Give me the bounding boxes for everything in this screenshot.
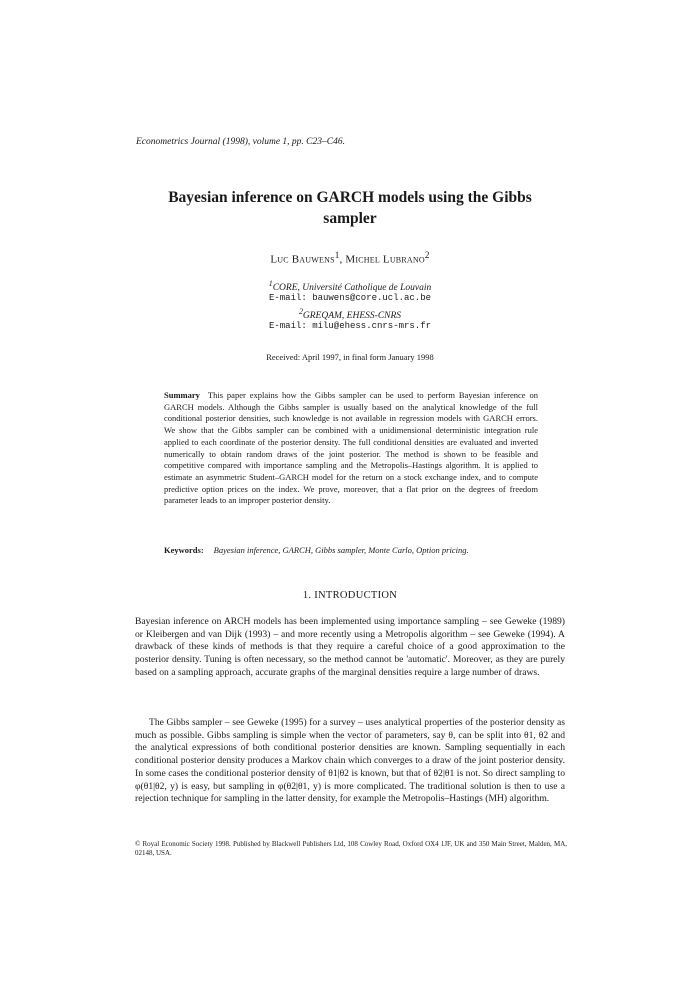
- paper-title: [110, 187, 590, 229]
- section-heading: 1. INTRODUCTION: [302, 590, 398, 601]
- journal-citation: Econometrics Journal (1998), volume 1, pp. C23–C46.: [136, 137, 345, 147]
- email-line-2: [150, 321, 550, 331]
- received-date: Received: April 1997, in final form January 1998: [266, 352, 434, 362]
- affiliation-2: [150, 307, 550, 321]
- author-affiliation-mark: 2: [424, 250, 430, 260]
- email-address: milu@ehess.cnrs-mrs.fr: [312, 321, 432, 331]
- affiliation-mark: 2: [298, 307, 303, 316]
- author-separator: ,: [339, 253, 346, 266]
- keywords-label: Keywords:: [164, 545, 204, 555]
- affiliation-mark: 1: [268, 279, 273, 288]
- title-line-2: sampler: [323, 210, 377, 227]
- author-list: [150, 250, 550, 266]
- author-name: Michel Lubrano: [345, 253, 425, 266]
- copyright-footer: © Royal Economic Society 1998. Published by Blackwell Publishers Ltd, 108 Cowley Road, Oxford OX4 1JF, UK and 350 Main Street, Malden, MA, 02148, USA.: [135, 840, 567, 857]
- keywords-line: [164, 545, 544, 555]
- body-paragraph: Bayesian inference on ARCH models has been implemented using importance sampling – see Geweke (1989) or Kleibergen and van Dijk (1993) – and more recently using a Metropolis algorithm – see Geweke (1994). A drawback of these kinds of methods is that they require a careful choice of a good approximation to the posterior density. Tuning is often necessary, so the method cannot be 'automatic'. Moreover, as they are purely based on a sampling approach, accurate graphs of the marginal densities require a large number of draws.: [135, 616, 565, 678]
- affiliation-name: CORE, Université Catholique de Louvain: [272, 283, 432, 294]
- summary-block: [164, 390, 538, 507]
- email-address: bauwens@core.ucl.ac.be: [312, 293, 432, 303]
- title-line-1: Bayesian inference on GARCH models using the Gibbs: [168, 189, 532, 206]
- keywords-text: Bayesian inference, GARCH, Gibbs sampler, Monte Carlo, Option pricing.: [213, 545, 469, 555]
- email-label: E-mail:: [268, 321, 313, 331]
- email-line-1: [150, 293, 550, 303]
- author-affiliation-mark: 1: [334, 250, 340, 260]
- affiliation-1: [150, 279, 550, 293]
- author-name: Luc Bauwens: [270, 253, 335, 266]
- summary-label: Summary: [164, 390, 200, 400]
- affiliation-name: GREQAM, EHESS-CNRS: [302, 311, 402, 322]
- summary-text: This paper explains how the Gibbs sampler can be used to perform Bayesian inference on GARCH models. Although the Gibbs sampler is usually based on the analytical knowledge of the full conditional posterior densities, such knowledge is not available in regression models with GARCH errors. We show that the Gibbs sampler can be combined with a unidimensional deterministic integration rule applied to each coordinate of the posterior density. The full conditional densities are evaluated and inverted numerically to obtain random draws of the joint posterior. The method is shown to be feasible and competitive compared with importance sampling and the Metropolis–Hastings algorithm. It is applied to estimate an asymmetric Student–GARCH model for the return on a stock exchange index, and to compute predictive option prices on the index. We prove, moreover, that a flat prior on the degrees of freedom parameter leads to an improper posterior density.: [164, 390, 538, 506]
- email-label: E-mail:: [268, 293, 313, 303]
- body-paragraph: The Gibbs sampler – see Geweke (1995) for a survey – uses analytical properties of the posterior density as much as possible. Gibbs sampling is simple when the vector of parameters, say θ, can be split into θ1, θ2 and the analytical expressions of both conditional posterior densities are known. Sampling sequentially in each conditional posterior density produces a Markov chain which converges to a draw of the joint posterior density. In some cases the conditional posterior density of θ1|θ2 is known, but that of θ2|θ1 is not. So direct sampling to φ(θ1|θ2, y) is easy, but sampling in φ(θ2|θ1, y) is more complicated. The traditional solution is then to use a rejection technique for sampling in the latter density, for example the Metropolis–Hastings (MH) algorithm.: [135, 717, 565, 805]
